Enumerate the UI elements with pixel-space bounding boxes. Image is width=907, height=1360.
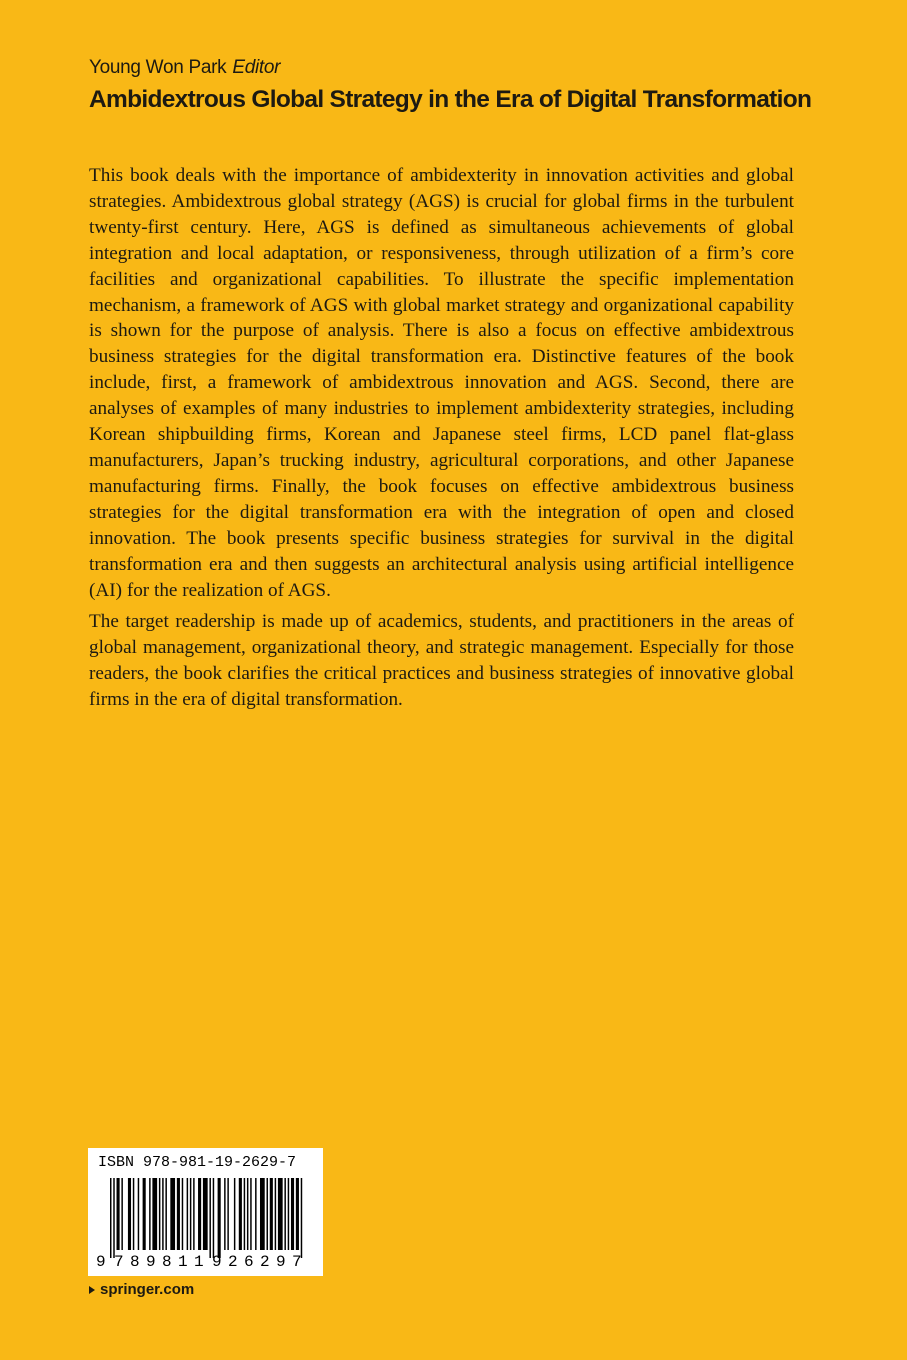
barcode-bar <box>260 1178 265 1250</box>
barcode-digit: 9 <box>146 1253 156 1271</box>
barcode-bar <box>267 1178 268 1250</box>
barcode-digit: 2 <box>260 1253 270 1271</box>
arrow-right-icon <box>89 1286 95 1294</box>
barcode-digit: 8 <box>162 1253 172 1271</box>
barcode-digits <box>96 1252 314 1272</box>
barcode-bar <box>284 1178 285 1250</box>
barcode-bar <box>138 1178 139 1250</box>
barcode-bar <box>218 1178 221 1258</box>
barcode-bar <box>128 1178 131 1250</box>
barcode-bar <box>121 1178 122 1250</box>
barcode-bar <box>244 1178 245 1250</box>
barcode-bar <box>301 1178 302 1258</box>
barcode-bar <box>288 1178 289 1250</box>
barcode-bar <box>209 1178 210 1258</box>
barcode-digit: 1 <box>194 1253 204 1271</box>
barcode-bar <box>159 1178 160 1250</box>
barcode-bar <box>239 1178 242 1250</box>
isbn-barcode <box>88 1148 323 1276</box>
barcode-digit: 7 <box>114 1253 124 1271</box>
barcode-bar <box>152 1178 157 1250</box>
publisher-url: springer.com <box>100 1281 195 1298</box>
barcode-digit: 1 <box>178 1253 188 1271</box>
barcode-bar <box>224 1178 225 1250</box>
editor-line <box>89 57 280 79</box>
blurb-paragraph-2: The target readership is made up of academics, students, and practitioners in the areas of global management, organizational theory, and strategic management. Especially for those readers, the book clarifies the critical practices and business strategies of innovative global firms in the era of digital transformation. <box>89 611 794 711</box>
barcode-bar <box>177 1178 180 1250</box>
barcode-digit: 7 <box>292 1253 302 1271</box>
barcode-bar <box>182 1178 183 1250</box>
barcode-bar <box>165 1178 166 1250</box>
barcode-bar <box>162 1178 163 1250</box>
blurb-paragraph-1: This book deals with the importance of ambidexterity in innovation activities and global strategies. Ambidextrous global strategy (AGS) is crucial for global firms in the turbulent twenty-first century. Here, AGS is defined as simultaneous achievements of global integration and local adaptation, or responsiveness, through utilization of a firm’s core facilities and organizational capabilities. To illustrate the specific implementation mechanism, a framework of AGS with global market strategy and organizational capability is shown for the purpose of analysis. There is also a focus on effective ambidextrous business strategies for the digital transformation era. Distinctive features of the book include, first, a framework of ambidextrous innovation and AGS. Second, there are analyses of examples of many industries to implement ambidexterity strategies, including Korean shipbuilding firms, Korean and Japanese steel firms, LCD panel flat-glass manufacturers, Japan’s trucking industry, agricultural corporations, and other Japanese manufacturing firms. Finally, the book focuses on effective ambidextrous business strategies for the digital transformation era with the integration of open and closed innovation. The book presents specific business strategies for survival in the digital transformation era and then suggests an architectural analysis using artificial intelligence (AI) for the realization of AGS. <box>89 165 794 601</box>
barcode-bar <box>193 1178 194 1250</box>
editor-name: Young Won Park <box>89 57 227 78</box>
book-title: Ambidextrous Global Strategy in the Era of Digital Transformation <box>89 86 812 113</box>
barcode-bar <box>234 1178 235 1250</box>
barcode-bar <box>149 1178 150 1250</box>
isbn-label: ISBN 978-981-19-2629-7 <box>98 1154 297 1171</box>
barcode-bar <box>247 1178 248 1250</box>
editor-role: Editor <box>232 57 281 78</box>
barcode-bar <box>270 1178 273 1250</box>
barcode-bar <box>187 1178 188 1250</box>
barcode-bar <box>213 1178 214 1258</box>
barcode-bar <box>255 1178 256 1250</box>
barcode-bar <box>198 1178 201 1250</box>
barcode-bar <box>117 1178 120 1250</box>
barcode-digit: 6 <box>244 1253 254 1271</box>
barcode-digit: 2 <box>228 1253 238 1271</box>
barcode-bar <box>113 1178 114 1258</box>
barcode-bar <box>296 1178 299 1250</box>
barcode-bar <box>278 1178 283 1250</box>
barcode-bar <box>133 1178 134 1250</box>
barcode-digit: 9 <box>276 1253 286 1271</box>
barcode-bar <box>250 1178 251 1250</box>
barcode-bar <box>190 1178 191 1250</box>
barcode-digit: 9 <box>212 1253 222 1271</box>
barcode-bar <box>291 1178 294 1250</box>
publisher-link[interactable] <box>89 1281 194 1298</box>
barcode-bar <box>203 1178 208 1250</box>
barcode-bar <box>170 1178 175 1250</box>
barcode-bar <box>110 1178 111 1258</box>
barcode-digit: 8 <box>130 1253 140 1271</box>
barcode-bar <box>275 1178 276 1250</box>
barcode-digit: 9 <box>96 1253 106 1271</box>
back-cover-blurb <box>89 163 794 719</box>
barcode-bar <box>227 1178 228 1250</box>
barcode-bar <box>143 1178 146 1250</box>
